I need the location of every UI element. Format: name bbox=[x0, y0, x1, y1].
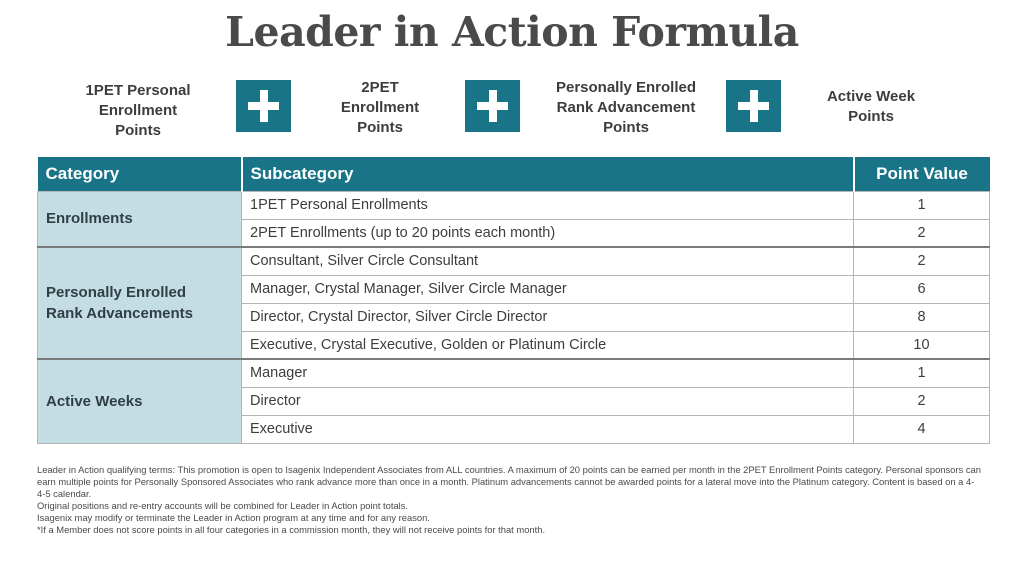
formula-term-line: Enrollment bbox=[98, 102, 178, 119]
footnote-terms: Leader in Action qualifying terms: This promotion is open to Isagenix Independent Associates from ALL countries. A maximum of 20 points can be earned per month in the 2PET Enrollment Points category. Personal sponsors can earn multiple points for Personally Sponsored Associates who rank advance more than once in a month. Platinum advancements cannot be awarded points for a lateral move into the Platinum category. Content is based on a 4-4-5 calendar. bbox=[37, 464, 981, 499]
formula-term-line: Points bbox=[848, 108, 894, 125]
formula-term-rank bbox=[541, 78, 711, 138]
formula-term-line: Enrollment bbox=[340, 99, 420, 116]
formula-term-line: Personally Enrolled bbox=[555, 79, 697, 96]
point-value-cell: 2 bbox=[854, 247, 990, 275]
category-enrollments bbox=[38, 191, 242, 247]
footnote-modify: Isagenix may modify or terminate the Leader in Action program at any time and for any reason. bbox=[37, 512, 430, 523]
point-value-cell: 4 bbox=[854, 415, 990, 443]
point-value-cell: 1 bbox=[854, 191, 990, 219]
formula-term-1pet bbox=[70, 81, 206, 141]
formula-term-line: 2PET bbox=[361, 79, 399, 96]
category-label: Personally Enrolled bbox=[46, 284, 187, 301]
subcategory-cell: 2PET Enrollments (up to 20 points each month) bbox=[242, 219, 854, 247]
point-value-cell: 1 bbox=[854, 359, 990, 387]
plus-icon bbox=[465, 80, 520, 132]
subcategory-cell: Executive bbox=[242, 415, 854, 443]
formula-term-line: Points bbox=[357, 119, 403, 136]
formula-term-active bbox=[806, 87, 936, 127]
subcategory-cell: Executive, Crystal Executive, Golden or Platinum Circle bbox=[242, 331, 854, 359]
formula-term-line: Active Week bbox=[826, 88, 916, 105]
category-label: Enrollments bbox=[46, 210, 133, 228]
point-value-cell: 2 bbox=[854, 219, 990, 247]
page-title: Leader in Action Formula bbox=[225, 8, 799, 56]
subcategory-cell: Director bbox=[242, 387, 854, 415]
formula-term-line: Points bbox=[603, 119, 649, 136]
point-value-cell: 10 bbox=[854, 331, 990, 359]
table-row bbox=[38, 247, 990, 275]
formula-term-line: Rank Advancement bbox=[556, 99, 696, 116]
subcategory-cell: Consultant, Silver Circle Consultant bbox=[242, 247, 854, 275]
header-category: Category bbox=[38, 157, 242, 191]
category-rank-advancements bbox=[38, 247, 242, 359]
category-label: Rank Advancements bbox=[46, 305, 193, 322]
formula-term-line: Points bbox=[115, 122, 161, 139]
subcategory-cell: Director, Crystal Director, Silver Circle Director bbox=[242, 303, 854, 331]
table-row bbox=[38, 359, 990, 387]
subcategory-cell: 1PET Personal Enrollments bbox=[242, 191, 854, 219]
subcategory-cell: Manager, Crystal Manager, Silver Circle Manager bbox=[242, 275, 854, 303]
table-row bbox=[38, 191, 990, 219]
point-value-cell: 6 bbox=[854, 275, 990, 303]
points-table bbox=[37, 157, 990, 444]
category-label: Active Weeks bbox=[46, 392, 143, 410]
subcategory-cell: Manager bbox=[242, 359, 854, 387]
point-value-cell: 8 bbox=[854, 303, 990, 331]
header-subcategory: Subcategory bbox=[242, 157, 854, 191]
category-active-weeks bbox=[38, 359, 242, 443]
formula-term-2pet bbox=[318, 78, 442, 138]
formula-term-line: 1PET Personal bbox=[85, 82, 191, 99]
footnotes bbox=[37, 464, 982, 536]
footnote-member: *If a Member does not score points in all four categories in a commission month, they will not receive points for that month. bbox=[37, 524, 546, 535]
point-value-cell: 2 bbox=[854, 387, 990, 415]
footnote-positions: Original positions and re-entry accounts will be combined for Leader in Action point totals. bbox=[37, 500, 409, 511]
table-header-row bbox=[38, 157, 990, 191]
header-point-value: Point Value bbox=[854, 157, 990, 191]
plus-icon bbox=[726, 80, 781, 132]
plus-icon bbox=[236, 80, 291, 132]
